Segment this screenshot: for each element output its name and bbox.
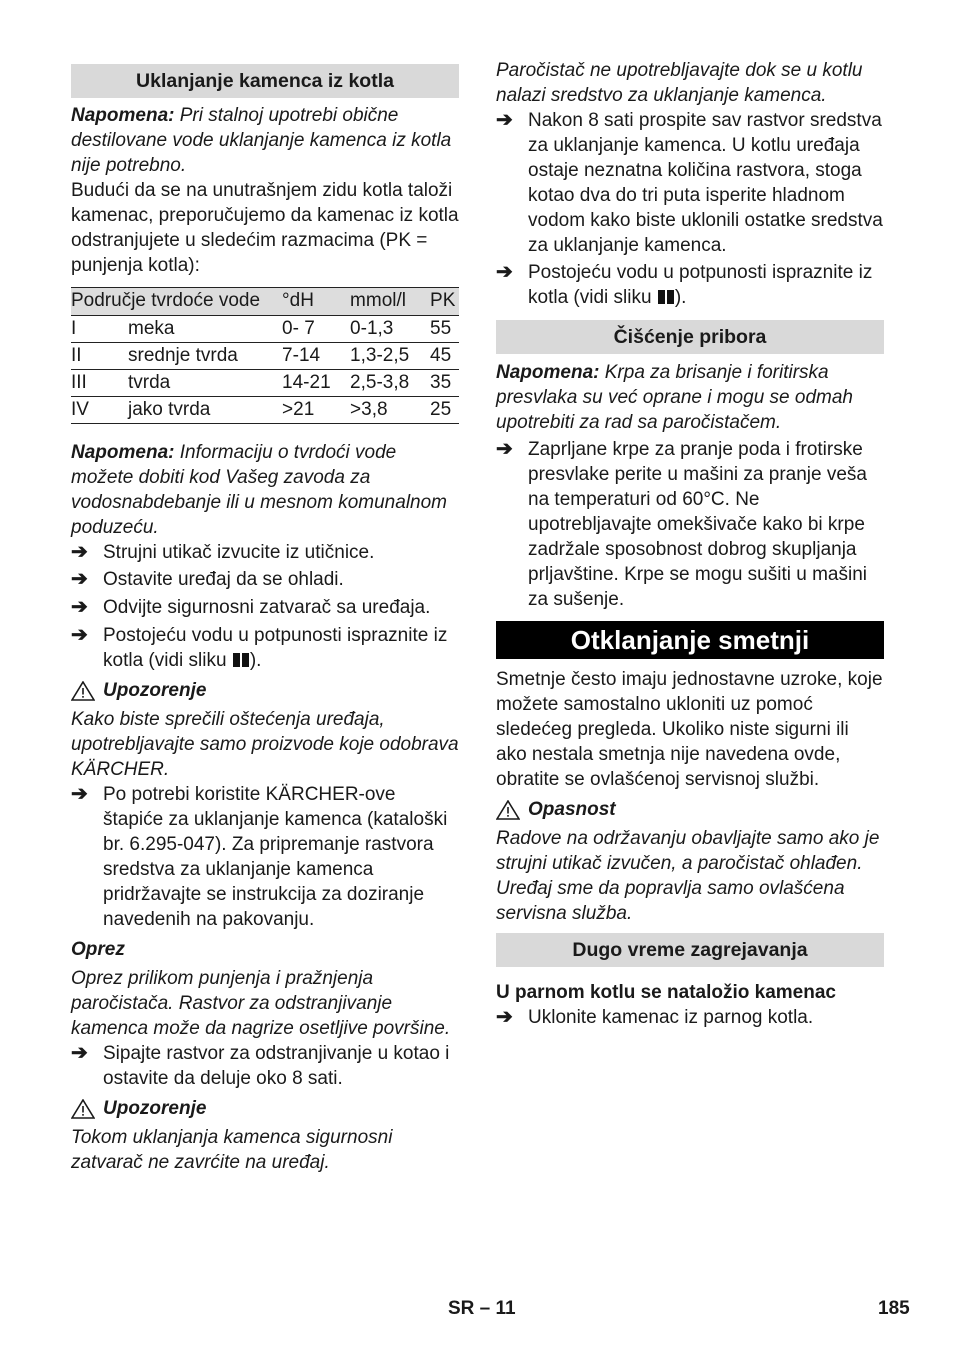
caution-text: Oprez prilikom punjenja i pražnjenja paročistača. Rastvor za odstranjivanje kamenca može da nagrize osetljive površine. [71,968,451,1039]
troubleshooting-intro: Smetnje često imaju jednostavne uzroke, koje možete samostalno ukloniti uz pomoć sledećeg pregleda. Ukoliko niste sigurni ili ako nestala smetnja nije navedena ovde, obratite se ovlašćenoj servisnoj službi. [496,669,883,790]
warning-triangle-icon [71,681,95,701]
table-cell: 25 [430,397,459,424]
danger-text: Radove na održavanju obavljajte samo ako je strujni utikač izvučen, a paročistač ohlađen. [496,828,880,874]
figure-ref-icon [658,290,674,304]
table-cell: 0- 7 [282,316,350,343]
warning-title: Upozorenje [103,1098,207,1119]
table-cell: IV [71,397,128,424]
table-header-row [71,288,459,316]
note-cloths [496,360,884,435]
note-text: Krpa za brisanje i foritirska presvlaka su već oprane i mogu se odmah upotrebiti za rad sa paročistačem. [496,362,853,433]
left-column [71,58,459,1175]
step-text: Sipajte rastvor za odstranjivanje u kotao i ostavite da deluje oko 8 sati. [103,1043,450,1089]
note-label: Napomena: [496,362,600,383]
table-cell: 45 [430,343,459,370]
warning-title: Upozorenje [103,680,207,701]
table-cell: 0-1,3 [350,316,430,343]
table-cell: 55 [430,316,459,343]
table-row [71,316,459,343]
danger-heading [496,797,884,822]
table-cell: srednje tvrda [128,343,282,370]
list-item [496,108,884,258]
section-heading-accessories: Čišćenje pribora [496,320,884,354]
note-label: Napomena: [71,442,175,463]
warning-triangle-icon [71,1099,95,1119]
descaler-warning: Paročistač ne upotrebljavajte dok se u kotlu nalazi sredstvo za uklanjanje kamenca. [496,60,863,106]
list-item [71,1041,459,1091]
step-text: Odvijte sigurnosni zatvarač sa uređaja. [103,597,431,618]
table-cell: tvrda [128,370,282,397]
table-cell: 14-21 [282,370,350,397]
table-cell: meka [128,316,282,343]
note-distilled-water [71,103,459,178]
list-item [496,437,884,612]
step-text: Postojeću vodu u potpunosti ispraznite iz kotla (vidi sliku [528,262,873,308]
list-item [71,782,459,932]
step-text: Strujni utikač izvucite iz utičnice. [103,542,375,563]
danger-title: Opasnost [528,799,616,820]
right-column [496,58,884,1030]
table-header-cell: °dH [282,288,350,316]
table-cell: 2,5-3,8 [350,370,430,397]
arrow-right-icon: ➔ [496,261,513,283]
list-item [71,623,459,673]
step-text: Nakon 8 sati prospite sav rastvor sredstva za uklanjanje kamenca. U kotlu uređaja ostaje neznatna količina rastvora, stoga kotao dva do tri puta isperite hladnom vodom kako biste uklonili ostatke sredstva za uklanjanje kamenca. [528,110,883,256]
arrow-right-icon: ➔ [71,783,88,805]
step-text: Uklonite kamenac iz parnog kotla. [528,1007,814,1028]
subheading-limescale: U parnom kotlu se nataložio kamenac [496,982,836,1003]
arrow-right-icon: ➔ [496,109,513,131]
arrow-right-icon: ➔ [71,1042,88,1064]
note-water-hardness [71,440,459,540]
list-item [71,567,459,592]
table-row [71,370,459,397]
list-item [496,260,884,310]
descaling-intro: Budući da se na unutrašnjem zidu kotla taloži kamenac, preporučujemo da kamenac iz kotla odstranjujete u sledećim razmacima (PK = punjenja kotla): [71,180,459,276]
arrow-right-icon: ➔ [71,624,88,646]
list-item [71,540,459,565]
table-cell: >3,8 [350,397,430,424]
step-text: Zaprljane krpe za pranje poda i frotirske presvlake perite u mašini za pranje veša na temperaturi od 60°C. Ne upotrebljavajte omekšivače kako bi krpe zadržale sposobnost dobrog skupljanja prljavštine. Krpe se mogu sušiti u mašini za sušenje. [528,439,868,610]
arrow-right-icon: ➔ [496,438,513,460]
caution-title: Oprez [71,939,125,960]
water-hardness-table [71,287,459,424]
table-row [71,343,459,370]
chapter-heading-troubleshooting: Otklanjanje smetnji [496,621,884,659]
section-heading-descaling: Uklanjanje kamenca iz kotla [71,64,459,98]
table-cell: 7-14 [282,343,350,370]
table-cell: 1,3-2,5 [350,343,430,370]
table-cell: III [71,370,128,397]
table-header-cell: PK [430,288,459,316]
table-header-cell: Područje tvrdoće vode [71,288,282,316]
arrow-right-icon: ➔ [71,568,88,590]
section-heading-heating-time: Dugo vreme zagrejavanja [496,933,884,967]
list-item [71,595,459,620]
warning-text: Tokom uklanjanja kamenca sigurnosni zatvarač ne zavrćite na uređaj. [71,1127,393,1173]
table-row [71,397,459,424]
table-cell: 35 [430,370,459,397]
warning-heading [71,678,459,703]
warning-heading [71,1096,459,1121]
table-cell: >21 [282,397,350,424]
step-text-end: ). [674,287,687,308]
table-cell: II [71,343,128,370]
table-cell: I [71,316,128,343]
note-text: Pri stalnoj upotrebi obične destilovane vode uklanjanje kamenca iz kotla nije potrebno. [71,105,452,176]
section-page-label: SR – 11 [448,1298,516,1319]
step-text: Po potrebi koristite KÄRCHER-ove štapiće za uklanjanje kamenca (kataloški br. 6.295-047). Za pripremanje rastvora sredstva za uklanjanje kamenca pridržavajte se instrukcija za doziranje navedenih na pakovanju. [103,784,448,930]
danger-text: Uređaj sme da popravlja samo ovlašćena servisna služba. [496,878,845,924]
warning-triangle-icon [496,800,520,820]
step-text-end: ). [249,650,262,671]
arrow-right-icon: ➔ [71,596,88,618]
figure-ref-icon [233,653,249,667]
step-text: Ostavite uređaj da se ohladi. [103,569,344,590]
arrow-right-icon: ➔ [496,1006,513,1028]
table-cell: jako tvrda [128,397,282,424]
page-number: 185 [878,1298,910,1319]
arrow-right-icon: ➔ [71,541,88,563]
note-text: Informaciju o tvrdoći vode možete dobiti kod Vašeg zavoda za vodosnabdebanje ili u mesnom komunalnom poduzeću. [71,442,448,538]
step-text: Postojeću vodu u potpunosti ispraznite iz kotla (vidi sliku [103,625,448,671]
table-header-cell: mmol/l [350,288,430,316]
warning-text: Kako biste sprečili oštećenja uređaja, upotrebljavajte samo proizvode koje odobrava KÄRCHER. [71,709,459,780]
list-item [496,1005,884,1030]
note-label: Napomena: [71,105,175,126]
